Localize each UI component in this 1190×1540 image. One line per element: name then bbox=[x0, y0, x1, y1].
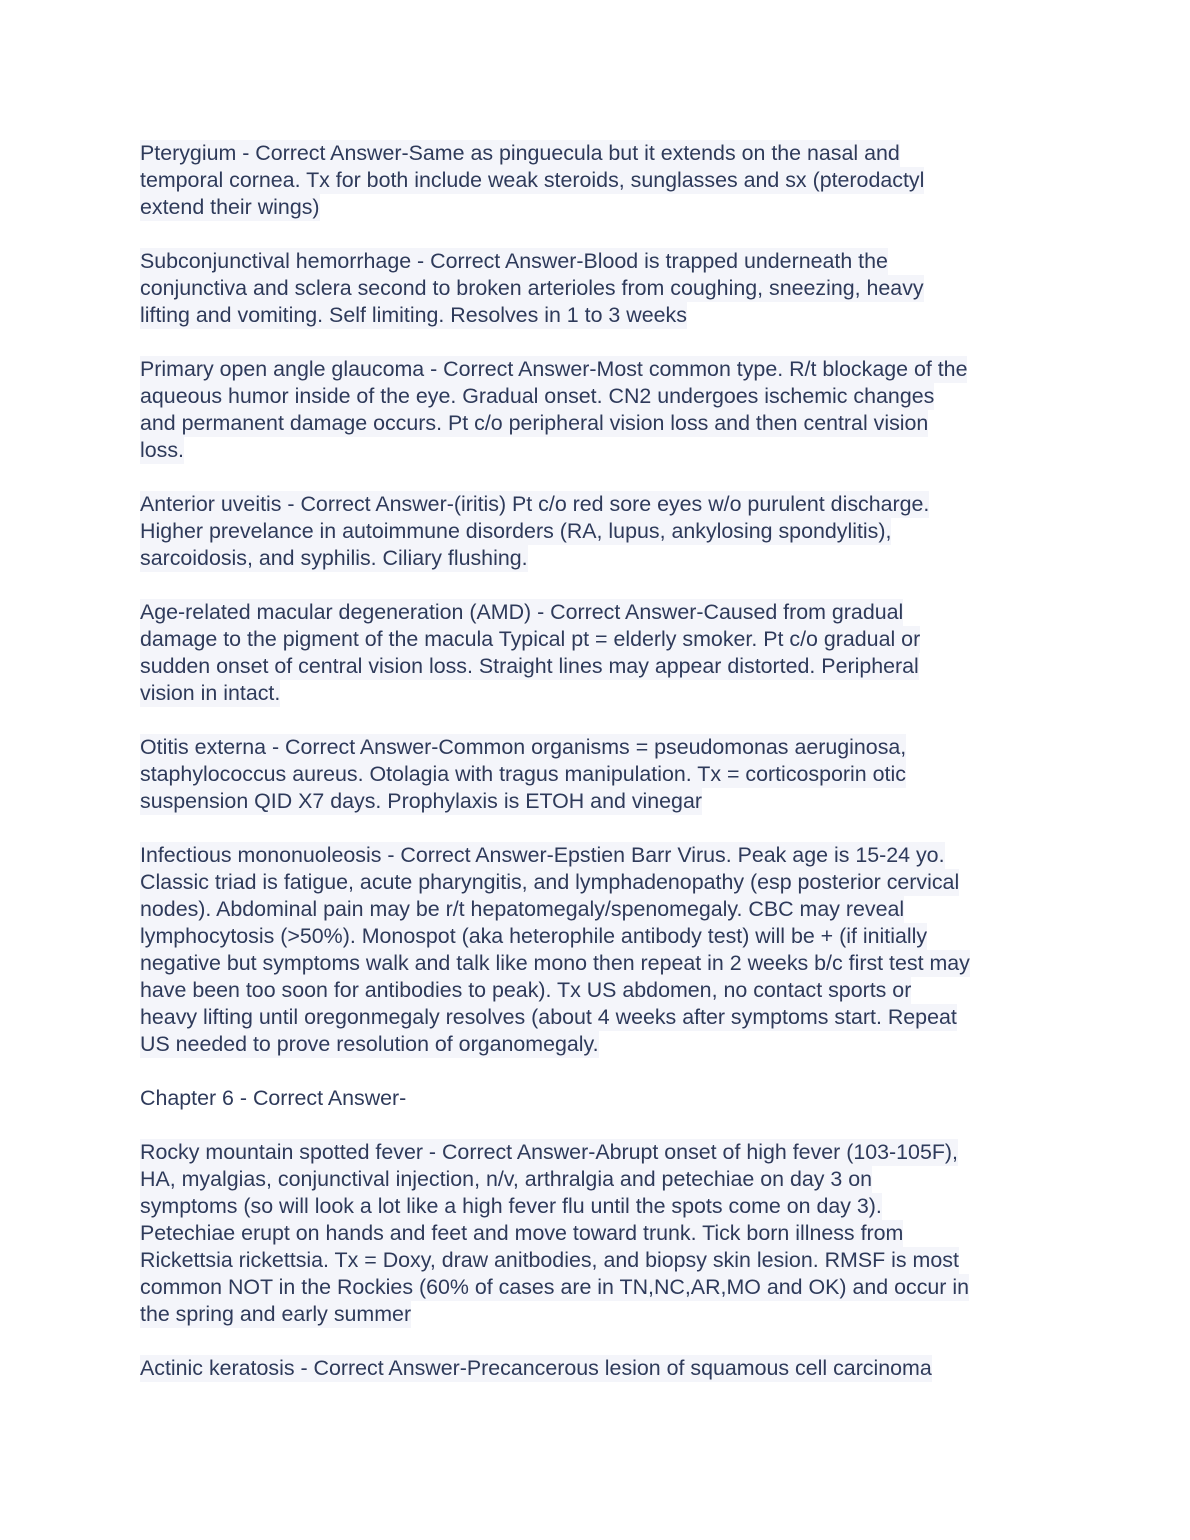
text-line-content: Subconjunctival hemorrhage - Correct Answer-Blood is trapped underneath the bbox=[140, 249, 888, 273]
text-line bbox=[140, 491, 1060, 518]
text-line bbox=[140, 1139, 1060, 1166]
text-line bbox=[140, 194, 1060, 221]
flashcard-paragraph bbox=[140, 599, 1060, 707]
text-line bbox=[140, 140, 1060, 167]
flashcard-paragraph bbox=[140, 1085, 1060, 1112]
text-line-content: suspension QID X7 days. Prophylaxis is ETOH and vinegar bbox=[140, 789, 702, 813]
flashcard-paragraph bbox=[140, 734, 1060, 815]
text-line bbox=[140, 626, 1060, 653]
text-line bbox=[140, 1220, 1060, 1247]
text-line-content: sudden onset of central vision loss. Straight lines may appear distorted. Peripheral bbox=[140, 654, 919, 678]
text-line bbox=[140, 1004, 1060, 1031]
text-line bbox=[140, 680, 1060, 707]
text-line bbox=[140, 302, 1060, 329]
text-line-content: lymphocytosis (>50%). Monospot (aka heterophile antibody test) will be + (if initially bbox=[140, 924, 928, 948]
text-line-content: extend their wings) bbox=[140, 195, 320, 219]
text-line bbox=[140, 275, 1060, 302]
text-line-content: HA, myalgias, conjunctival injection, n/v, arthralgia and petechiae on day 3 on bbox=[140, 1167, 873, 1191]
flashcard-paragraph bbox=[140, 1139, 1060, 1328]
flashcard-paragraph bbox=[140, 140, 1060, 221]
text-line bbox=[140, 869, 1060, 896]
flashcard-paragraph bbox=[140, 842, 1060, 1058]
text-line bbox=[140, 653, 1060, 680]
flashcard-paragraph bbox=[140, 248, 1060, 329]
text-line bbox=[140, 1193, 1060, 1220]
text-line-content: damage to the pigment of the macula Typical pt = elderly smoker. Pt c/o gradual or bbox=[140, 627, 921, 651]
flashcard-paragraph bbox=[140, 1355, 1060, 1382]
text-line bbox=[140, 410, 1060, 437]
text-line bbox=[140, 896, 1060, 923]
text-line-content: lifting and vomiting. Self limiting. Resolves in 1 to 3 weeks bbox=[140, 303, 687, 327]
text-line-content: Anterior uveitis - Correct Answer-(iritis) Pt c/o red sore eyes w/o purulent discharge. bbox=[140, 492, 930, 516]
text-line-content: have been too soon for antibodies to peak). Tx US abdomen, no contact sports or bbox=[140, 978, 912, 1002]
text-line-content: Primary open angle glaucoma - Correct Answer-Most common type. R/t blockage of the bbox=[140, 357, 968, 381]
text-line bbox=[140, 1247, 1060, 1274]
text-line-content: Actinic keratosis - Correct Answer-Precancerous lesion of squamous cell carcinoma bbox=[140, 1356, 932, 1380]
text-line bbox=[140, 1085, 1060, 1112]
flashcard-paragraph bbox=[140, 356, 1060, 464]
text-line-content: temporal cornea. Tx for both include weak steroids, sunglasses and sx (pterodactyl bbox=[140, 168, 925, 192]
text-line-content: Infectious mononuoleosis - Correct Answer-Epstien Barr Virus. Peak age is 15-24 yo. bbox=[140, 843, 945, 867]
text-line-content: conjunctiva and sclera second to broken arterioles from coughing, sneezing, heavy bbox=[140, 276, 924, 300]
text-line-content: loss. bbox=[140, 438, 184, 462]
text-line-content: aqueous humor inside of the eye. Gradual onset. CN2 undergoes ischemic changes bbox=[140, 384, 935, 408]
text-line-content: sarcoidosis, and syphilis. Ciliary flushing. bbox=[140, 546, 528, 570]
text-line bbox=[140, 518, 1060, 545]
text-line-content: Otitis externa - Correct Answer-Common organisms = pseudomonas aeruginosa, bbox=[140, 735, 907, 759]
text-line bbox=[140, 1274, 1060, 1301]
text-line bbox=[140, 788, 1060, 815]
text-line-content: and permanent damage occurs. Pt c/o peripheral vision loss and then central vision bbox=[140, 411, 929, 435]
text-line bbox=[140, 1031, 1060, 1058]
text-line bbox=[140, 437, 1060, 464]
text-line bbox=[140, 599, 1060, 626]
text-line bbox=[140, 1355, 1060, 1382]
text-line-content: Rocky mountain spotted fever - Correct Answer-Abrupt onset of high fever (103-105F), bbox=[140, 1140, 958, 1164]
text-line bbox=[140, 923, 1060, 950]
text-line bbox=[140, 977, 1060, 1004]
text-line-content: nodes). Abdominal pain may be r/t hepatomegaly/spenomegaly. CBC may reveal bbox=[140, 897, 905, 921]
text-line-content: Classic triad is fatigue, acute pharyngitis, and lymphadenopathy (esp posterior cervical bbox=[140, 870, 960, 894]
text-line bbox=[140, 950, 1060, 977]
text-line-content: heavy lifting until oregonmegaly resolves (about 4 weeks after symptoms start. Repeat bbox=[140, 1005, 957, 1029]
text-line-content: Rickettsia rickettsia. Tx = Doxy, draw anitbodies, and biopsy skin lesion. RMSF is most bbox=[140, 1248, 959, 1272]
text-line-content: Chapter 6 - Correct Answer- bbox=[140, 1086, 407, 1110]
text-line bbox=[140, 167, 1060, 194]
text-line-content: staphylococcus aureus. Otolagia with tragus manipulation. Tx = corticosporin otic bbox=[140, 762, 906, 786]
text-line bbox=[140, 1166, 1060, 1193]
text-line bbox=[140, 1301, 1060, 1328]
text-line-content: symptoms (so will look a lot like a high fever flu until the spots come on day 3). bbox=[140, 1194, 882, 1218]
text-line bbox=[140, 734, 1060, 761]
text-line-content: Higher prevelance in autoimmune disorders (RA, lupus, ankylosing spondylitis), bbox=[140, 519, 892, 543]
text-line bbox=[140, 248, 1060, 275]
text-line bbox=[140, 356, 1060, 383]
text-line-content: vision in intact. bbox=[140, 681, 281, 705]
text-line-content: US needed to prove resolution of organomegaly. bbox=[140, 1032, 599, 1056]
text-line bbox=[140, 383, 1060, 410]
document-body bbox=[140, 140, 1060, 1409]
text-line-content: the spring and early summer bbox=[140, 1302, 412, 1326]
flashcard-paragraph bbox=[140, 491, 1060, 572]
text-line-content: Pterygium - Correct Answer-Same as pinguecula but it extends on the nasal and bbox=[140, 141, 900, 165]
text-line-content: Age-related macular degeneration (AMD) - Correct Answer-Caused from gradual bbox=[140, 600, 904, 624]
text-line bbox=[140, 545, 1060, 572]
text-line-content: negative but symptoms walk and talk like mono then repeat in 2 weeks b/c first test may bbox=[140, 951, 970, 975]
text-line-content: common NOT in the Rockies (60% of cases are in TN,NC,AR,MO and OK) and occur in bbox=[140, 1275, 970, 1299]
text-line bbox=[140, 842, 1060, 869]
text-line-content: Petechiae erupt on hands and feet and move toward trunk. Tick born illness from bbox=[140, 1221, 904, 1245]
text-line bbox=[140, 761, 1060, 788]
